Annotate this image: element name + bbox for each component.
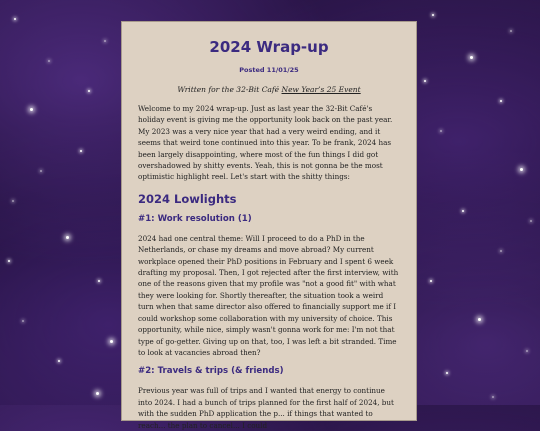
subheading-travels: #2: Travels & trips (& friends) bbox=[138, 366, 284, 377]
travels-paragraph: Previous year was full of trips and I wanted that energy to continue into 2024. I had a bunch of trips planned for the first half of 2024, but with the sudden PhD application the p... if things that wanted to reach... the plan to cancel... I could bbox=[138, 386, 394, 430]
section-heading: 2024 Lowlights bbox=[138, 191, 237, 206]
work-resolution-paragraph: 2024 had one central theme: Will I proceed to do a PhD in the Netherlands, or chase my dreams and move abroad? My current workplace opened their PhD positions in February and I spent 6 week drafting my proposal. Then, I got rejected after the first interview, with one of the reasons given that my profile was "not a good fit" with what they were looking for. Shortly thereafter, the situation took a weird turn when that same director also offered to financially support me if I could workshop some collaboration with my university of choice. This opportunity, while nice, simply wasn't gonna work for me: I'm not that type of go-getter. Giving up on that, too, I was left a bit stranded. Time to look at vacancies abroad then? bbox=[138, 233, 399, 357]
written-for-prefix: Written for the 32-Bit Café bbox=[177, 85, 282, 94]
post-title: 2024 Wrap-up bbox=[209, 38, 329, 56]
intro-paragraph: Welcome to my 2024 wrap-up. Just as last year the 32-Bit Café's holiday event is giving me the opportunity look back on the past year. My 2023 was a very nice year that had a very weird ending, and it seems that weird tone continued into this year. To be frank, 2024 has been largely disappointing, where most of the fun things I did got overshadowed by shitty events. Yeah, this is not gonna be the most optimistic highlight reel. Let's start with the shitty things: bbox=[138, 104, 393, 182]
blog-post-card bbox=[121, 21, 417, 430]
post-date: Posted 11/01/25 bbox=[239, 66, 299, 74]
written-for-line bbox=[138, 85, 400, 94]
subheading-work-resolution: #1: Work resolution (1) bbox=[138, 213, 252, 224]
event-link[interactable]: New Year’s 25 Event bbox=[281, 85, 361, 94]
